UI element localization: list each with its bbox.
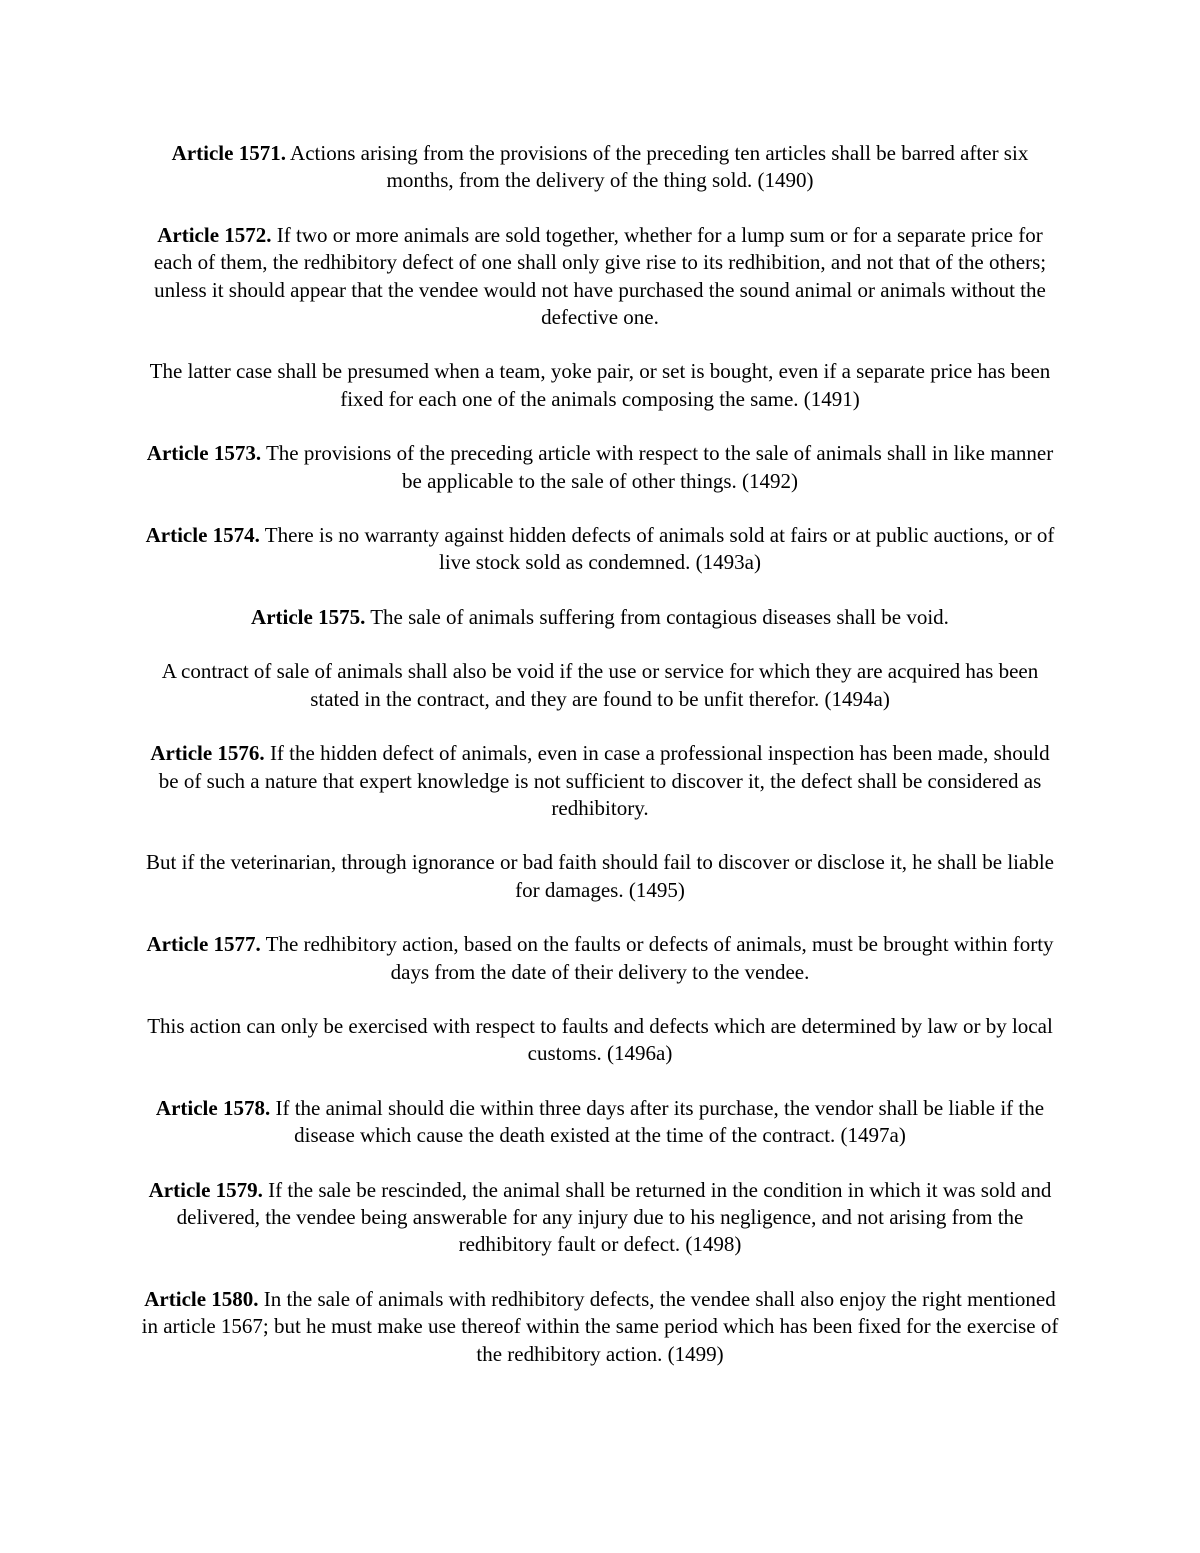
article-1575-heading: Article 1575.	[251, 604, 366, 629]
article-1576-continuation-paragraph	[138, 849, 1062, 904]
article-1578-text: If the animal should die within three days after its purchase, the vendor shall be liable if the disease which cause the death existed at the time of the contract. (1497a)	[270, 1095, 1045, 1148]
article-1578-heading: Article 1578.	[155, 1095, 271, 1120]
article-1577-continuation-text: This action can only be exercised with respect to faults and defects which are determined by law or by local customs. (1496a)	[147, 1013, 1053, 1066]
article-1577-paragraph	[138, 931, 1062, 986]
article-1571-heading: Article 1571.	[171, 141, 286, 165]
article-1572-text: If two or more animals are sold together, whether for a lump sum or for a separate price for each of them, the redhibitory defect of one shall only give rise to its redhibition, and not that of the others; unless it should appear that the vendee would not have purchased the sound animal or animals without the defective one.	[153, 222, 1047, 330]
article-1576-paragraph	[138, 740, 1062, 822]
article-1580-paragraph	[138, 1286, 1062, 1368]
article-1576-heading: Article 1576.	[150, 741, 265, 766]
article-1574-text: There is no warranty against hidden defects of animals sold at fairs or at public auctions, or of live stock sold as condemned. (1493a)	[259, 523, 1055, 575]
article-1577-heading: Article 1577.	[146, 932, 261, 957]
article-1577-continuation-paragraph	[138, 1013, 1062, 1068]
article-1573-text: The provisions of the preceding article with respect to the sale of animals shall in like manner be applicable to the sale of other things. (1492)	[261, 441, 1054, 493]
article-1571-paragraph	[138, 140, 1062, 195]
article-1572-continuation-paragraph	[138, 358, 1062, 413]
article-1572-continuation-text: The latter case shall be presumed when a team, yoke pair, or set is bought, even if a separate price has been fixed for each one of the animals composing the same. (1491)	[149, 359, 1051, 411]
article-1575-continuation-text: A contract of sale of animals shall also be void if the use or service for which they are acquired has been stated in the contract, and they are found to be unfit therefor. (1494a)	[161, 659, 1039, 711]
article-1574-heading: Article 1574.	[145, 523, 260, 548]
article-1572-paragraph	[138, 222, 1062, 332]
article-1575-paragraph	[138, 604, 1062, 631]
article-1575-text: The sale of animals suffering from contagious diseases shall be void.	[365, 604, 949, 629]
document-body	[138, 140, 1062, 1368]
article-1580-heading: Article 1580.	[144, 1286, 259, 1311]
article-1574-paragraph	[138, 522, 1062, 577]
article-1572-heading: Article 1572.	[157, 222, 272, 247]
article-1579-paragraph	[138, 1177, 1062, 1259]
article-1573-heading: Article 1573.	[146, 441, 262, 466]
article-1575-continuation-paragraph	[138, 658, 1062, 713]
article-1576-text: If the hidden defect of animals, even in case a professional inspection has been made, should be of such a nature that expert knowledge is not sufficient to discover it, the defect shall be considered as redhibitory.	[158, 741, 1050, 820]
article-1573-paragraph	[138, 440, 1062, 495]
article-1578-paragraph	[138, 1095, 1062, 1150]
article-1577-text: The redhibitory action, based on the faults or defects of animals, must be brought within forty days from the date of their delivery to the vendee.	[260, 932, 1054, 984]
article-1580-text: In the sale of animals with redhibitory defects, the vendee shall also enjoy the right mentioned in article 1567; but he must make use thereof within the same period which has been fixed for the exercise of the redhibitory action. (1499)	[141, 1286, 1059, 1366]
article-1576-continuation-text: But if the veterinarian, through ignorance or bad faith should fail to discover or disclose it, he shall be liable for damages. (1495)	[146, 850, 1054, 902]
article-1579-text: If the sale be rescinded, the animal shall be returned in the condition in which it was sold and delivered, the vendee being answerable for any injury due to his negligence, and not arising from the redhibitory fault or defect. (1498)	[176, 1177, 1052, 1257]
article-1579-heading: Article 1579.	[148, 1177, 263, 1202]
article-1571-text: Actions arising from the provisions of the preceding ten articles shall be barred after six months, from the delivery of the thing sold. (1490)	[285, 141, 1029, 193]
